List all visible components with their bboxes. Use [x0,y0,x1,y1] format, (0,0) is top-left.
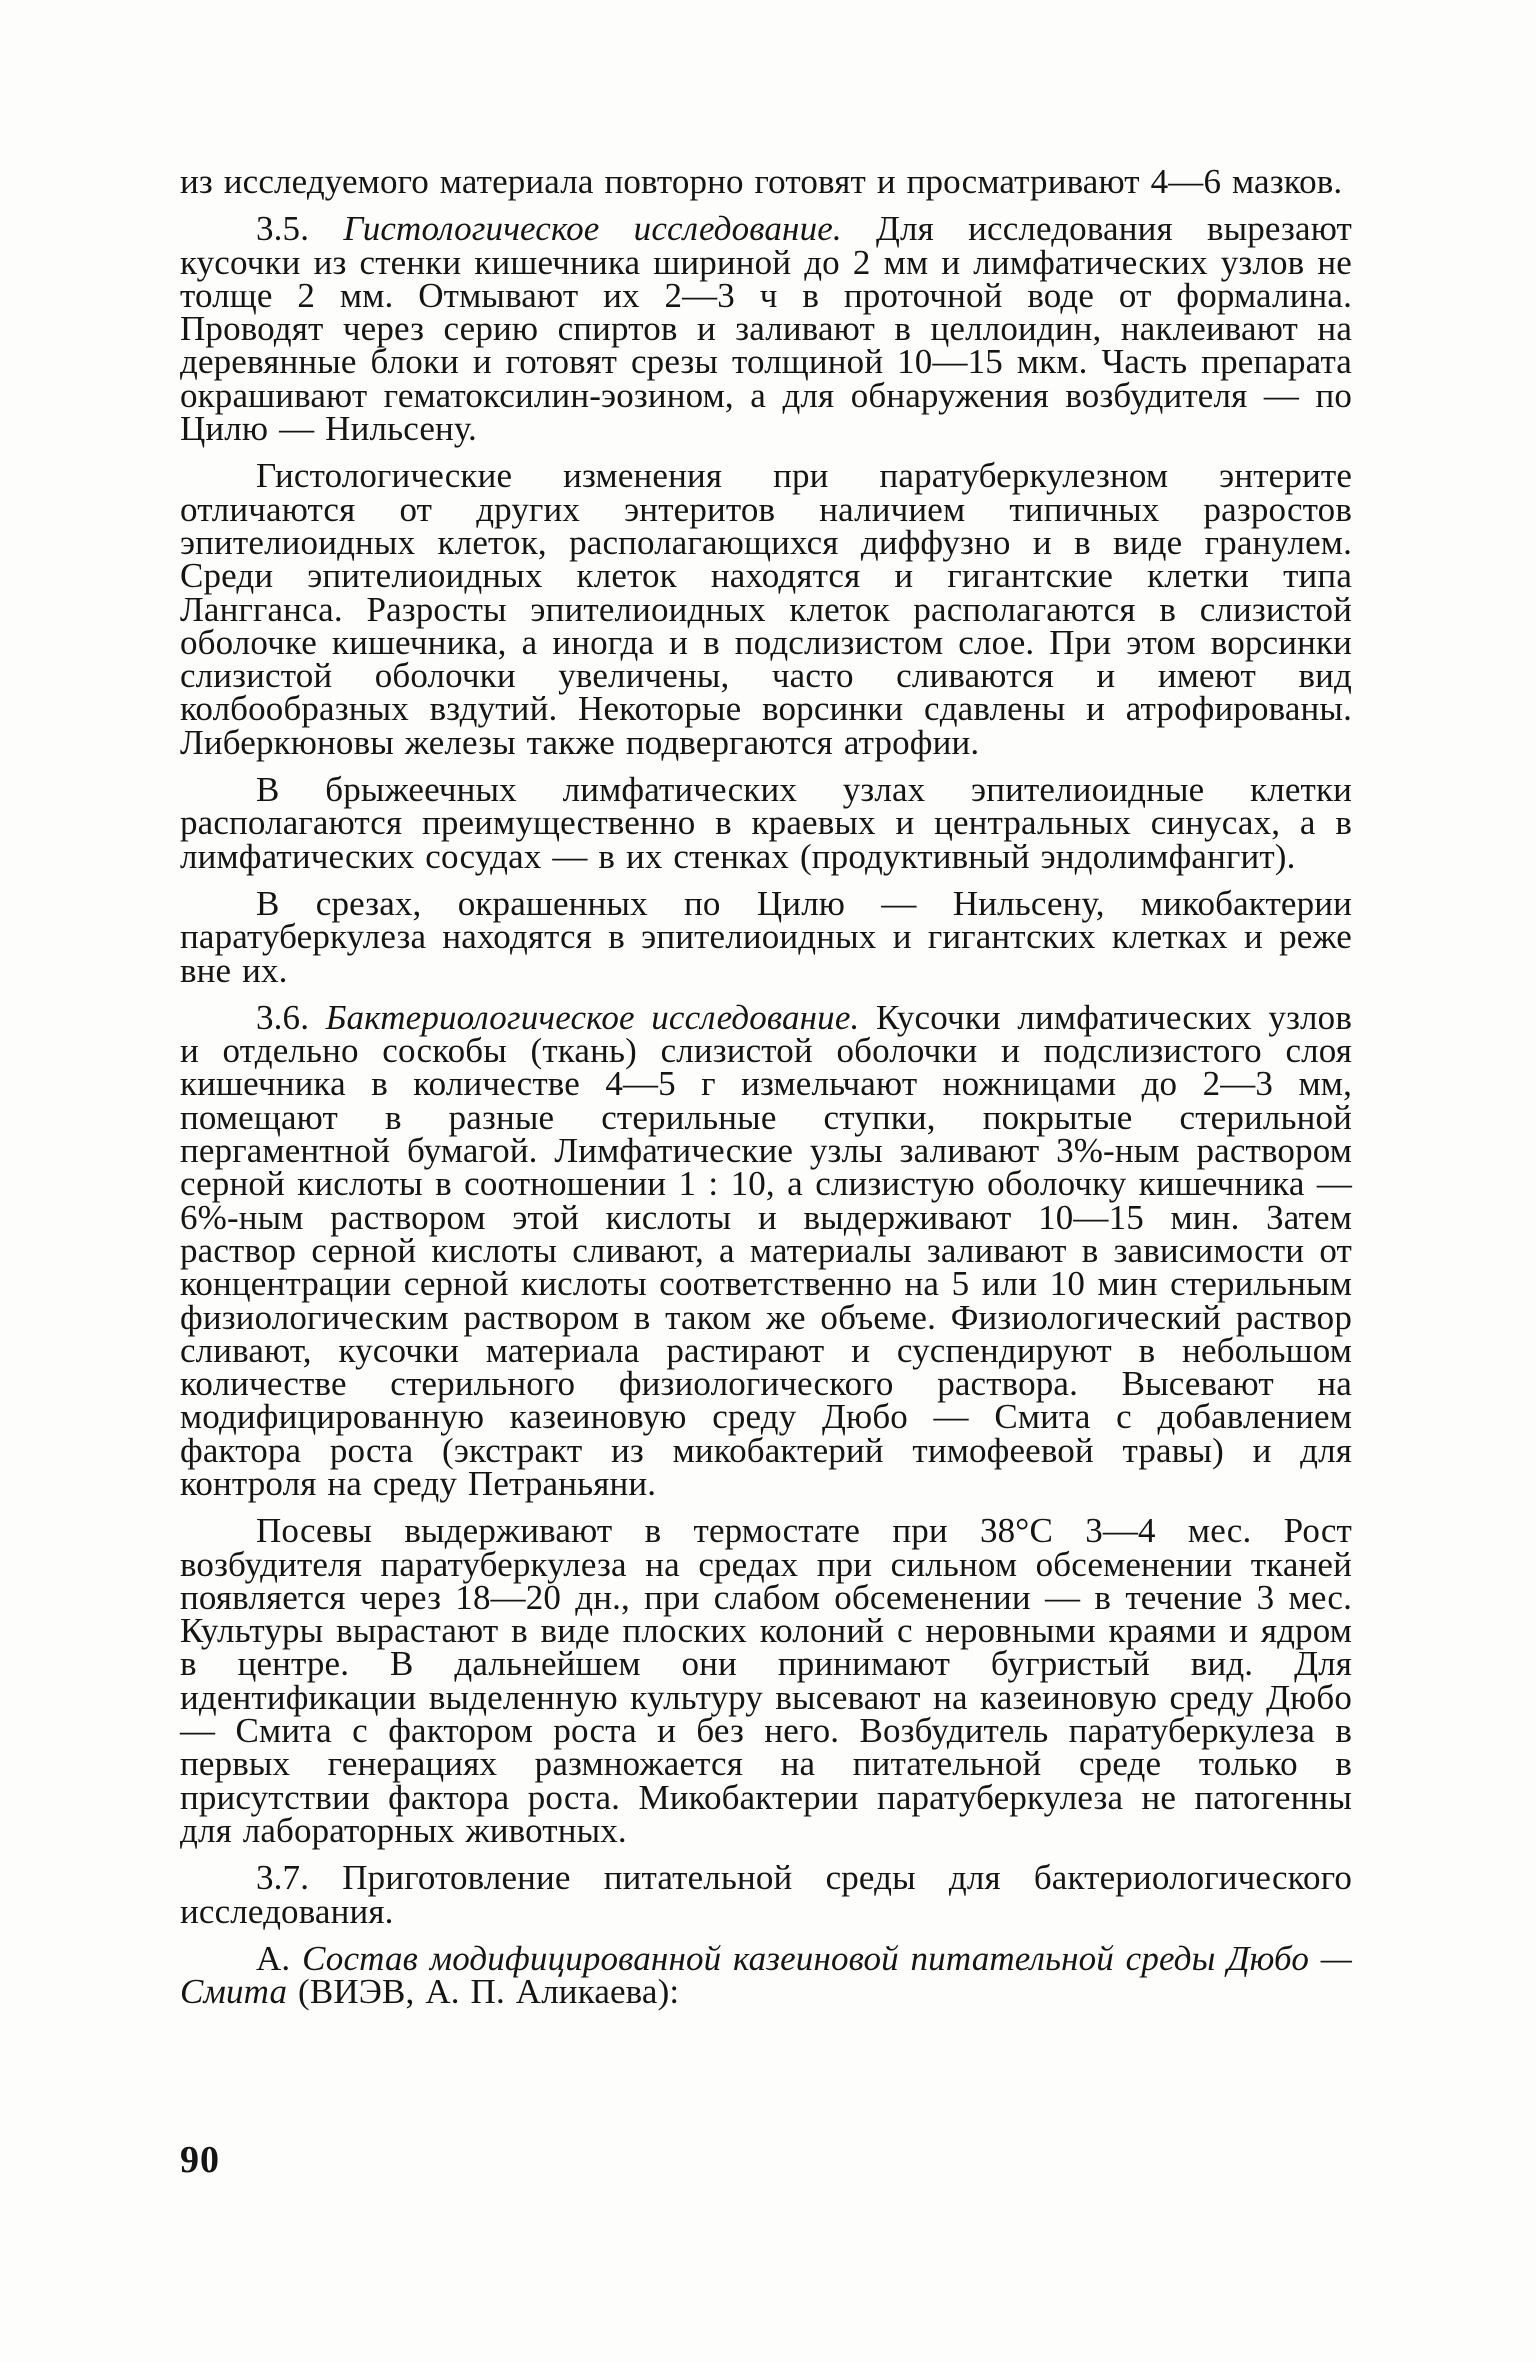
text-run: В брыжеечных лимфатических узлах эпителиоидные клетки располагаются преимущественно в краевых и центральных синусах, а в лимфатических сосудах — в их стенках (продуктивный эндолимфангит). [180,770,1352,876]
document-page [180,162,1353,2012]
text-run: Для исследования вырезают кусочки из стенки кишечника шириной до 2 мм и лимфатических узлов не толще 2 мм. Отмывают их 2—3 ч в проточной воде от формалина. Проводят через серию спиртов и заливают в целлоидин, наклеивают на деревянные блоки и готовят срезы толщиной 10—15 мкм. Часть препарата окрашивают гематоксилин-эозином, а для обнаружения возбудителя — по Цилю — Нильсену. [180,209,1352,449]
text-run: 3.7. Приготовление питательной среды для бактериологического исследования. [180,1858,1352,1931]
text-run: В срезах, окрашенных по Цилю — Нильсену, микобактерии паратуберкулеза находятся в эпителиоидных и гигантских клетках и реже вне их. [180,883,1352,990]
text-run: из исследуемого материала повторно готовят и просматривают 4—6 мазков. [180,162,1343,201]
text-run: Посевы выдерживают в термостате при 38°С 3—4 мес. Рост возбудителя паратуберкулеза на средах при сильном обсеменении тканей появляется через 18—20 дн., при слабом обсеменении — в течение 3 мес. Культуры вырастают в виде плоских колоний с неровными краями и ядром в центре. В дальнейшем они принимают бугристый вид. Для идентификации выделенную культуру высевают на казеиновую среду Дюбо — Смита с фактором роста и без него. Возбудитель паратуберкулеза в первых генерациях размножается на питательной среде только в присутствии фактора роста. Микобактерии паратуберкулеза не патогенны для лабораторных животных. [180,1511,1352,1850]
text-run: А. [256,1938,303,1978]
section-number: 3.6. [256,997,326,1037]
section-heading-italic: Гистологическое исследование. [343,209,842,249]
text-run: (ВИЭВ, А. П. Аликаева): [287,1972,680,2012]
paragraph-lymph-nodes [180,770,1352,876]
paragraph-section-3-5 [180,209,1352,449]
text-run: Гистологические изменения при паратуберкулезном энтерите отличаются от других энтеритов наличием типичных разростов эпителиоидных клеток, располагающихся диффузно и в виде гранулем. Среди эпителиоидных клеток находятся и гигантские клетки типа Лангганса. Разросты эпителиоидных клеток располагаются в слизистой оболочке кишечника, а иногда и в подслизистом слое. При этом ворсинки слизистой оболочки увеличены, часто сливаются и имеют вид колбообразных вздутий. Некоторые ворсинки сдавлены и атрофированы. Либеркюновы железы также подвергаются атрофии. [180,456,1352,762]
text-run: Кусочки лимфатических узлов и отдельно соскобы (ткань) слизистой оболочки и подслизистого слоя кишечника в количестве 4—5 г измельчают ножницами до 2—3 мм, помещают в разные стерильные ступки, покрытые стерильной пергаментной бумагой. Лимфатические узлы заливают 3%-ным раствором серной кислоты в соотношении 1 : 10, а слизистую оболочку кишечника — 6%-ным раствором этой кислоты и выдерживают 10—15 мин. Затем раствор серной кислоты сливают, а материалы заливают в зависимости от концентрации серной кислоты соответственно на 5 или 10 мин стерильным физиологическим раствором в таком же объеме. Физиологический раствор сливают, кусочки материала растирают и суспендируют в небольшом количестве стерильного физиологического раствора. Высевают на модифицированную казеиновую среду Дюбо — Смита с добавлением фактора роста (экстракт из микобактерий тимофеевой травы) и для контроля на среду Петраньяни. [180,997,1353,1503]
paragraph-continuation [180,162,1352,201]
paragraph-medium-composition [180,1938,1352,2012]
paragraph-stained-sections [180,883,1352,990]
page-number: 90 [180,2139,220,2181]
section-heading-italic: Бактериологическое исследование. [325,997,860,1037]
paragraph-cultures [180,1511,1352,1850]
medium-title-italic: Состав модифицированной казеиновой питательной среды Дюбо — Смита [180,1938,1352,2012]
paragraph-section-3-6 [180,997,1353,1503]
paragraph-section-3-7 [180,1858,1352,1931]
section-number: 3.5. [256,209,344,249]
paragraph-histology-changes [180,456,1352,762]
